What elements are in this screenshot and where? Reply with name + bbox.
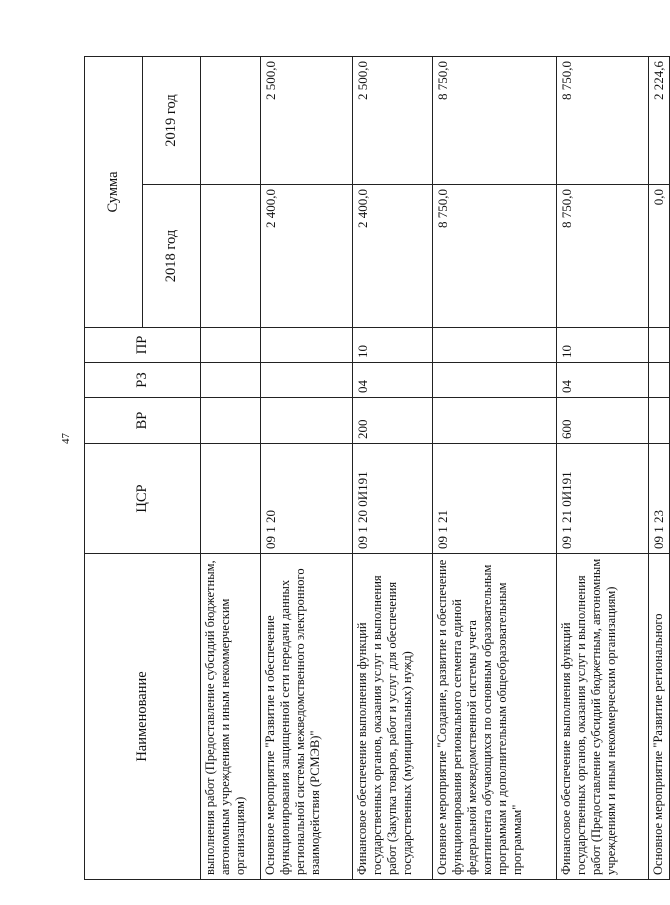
row-2019	[201, 57, 261, 185]
header-vr: ВР	[85, 398, 201, 444]
row-2018: 2 400,0	[261, 185, 353, 328]
row-csr: 09 1 23	[649, 444, 670, 554]
row-pr	[261, 328, 353, 363]
row-pr	[201, 328, 261, 363]
row-2019: 8 750,0	[433, 57, 557, 185]
row-rz: 04	[353, 363, 433, 398]
table-row	[353, 57, 433, 880]
header-pr: ПР	[85, 328, 201, 363]
row-vr	[201, 398, 261, 444]
row-csr	[201, 444, 261, 554]
row-2019: 2 500,0	[261, 57, 353, 185]
row-vr	[433, 398, 557, 444]
table-row	[557, 57, 649, 880]
page-number: 47	[60, 433, 72, 444]
row-vr: 200	[353, 398, 433, 444]
row-name: Основное мероприятие "Создание, развитие и обеспечение функционирования регионального сегмента единой федеральной межведомственной системы учета контингента обучающихся по основным образовательным программам и дополнительным общеобразовательным программам"	[433, 554, 557, 880]
budget-table	[84, 56, 670, 880]
row-rz	[433, 363, 557, 398]
row-vr	[649, 398, 670, 444]
row-pr	[433, 328, 557, 363]
row-vr: 600	[557, 398, 649, 444]
table-row	[433, 57, 557, 880]
row-2019: 2 500,0	[353, 57, 433, 185]
row-csr: 09 1 20 0И191	[353, 444, 433, 554]
table-row	[649, 57, 670, 880]
row-pr: 10	[557, 328, 649, 363]
table-row	[261, 57, 353, 880]
row-pr	[649, 328, 670, 363]
row-csr: 09 1 21	[433, 444, 557, 554]
row-2018: 0,0	[649, 185, 670, 328]
row-pr: 10	[353, 328, 433, 363]
row-csr: 09 1 21 0И191	[557, 444, 649, 554]
row-rz	[201, 363, 261, 398]
row-name: Финансовое обеспечение выполнения функций государственных органов, оказания услуг и выполнения работ (Предоставление субсидий бюджетным, автономным учреждениям и иным некоммерческим организациям)	[557, 554, 649, 880]
row-rz	[649, 363, 670, 398]
budget-table-container	[84, 57, 666, 880]
row-name: Основное мероприятие "Развитие и обеспечение функционирования защищенной сети передачи данных региональной системы межведомственного электронного взаимодействия (РСМЭВ)"	[261, 554, 353, 880]
header-sum: Сумма	[85, 57, 143, 328]
table-row	[201, 57, 261, 880]
row-2019: 8 750,0	[557, 57, 649, 185]
row-name: Финансовое обеспечение выполнения функций государственных органов, оказания услуг и выполнения работ (Закупка товаров, работ и услуг для обеспечения государственных (муниципальных) нужд)	[353, 554, 433, 880]
row-vr	[261, 398, 353, 444]
header-2019: 2019 год	[143, 57, 201, 185]
header-name: Наименование	[85, 554, 201, 880]
row-2019: 2 224,6	[649, 57, 670, 185]
header-rz: РЗ	[85, 363, 201, 398]
row-2018: 8 750,0	[557, 185, 649, 328]
row-rz: 04	[557, 363, 649, 398]
header-csr: ЦСР	[85, 444, 201, 554]
row-name: выполнения работ (Предоставление субсидий бюджетным, автономным учреждениям и иным некоммерческим организациям)	[201, 554, 261, 880]
row-rz	[261, 363, 353, 398]
row-2018: 8 750,0	[433, 185, 557, 328]
row-2018: 2 400,0	[353, 185, 433, 328]
row-2018	[201, 185, 261, 328]
header-2018: 2018 год	[143, 185, 201, 328]
row-name: Основное мероприятие "Развитие регионального	[649, 554, 670, 880]
row-csr: 09 1 20	[261, 444, 353, 554]
